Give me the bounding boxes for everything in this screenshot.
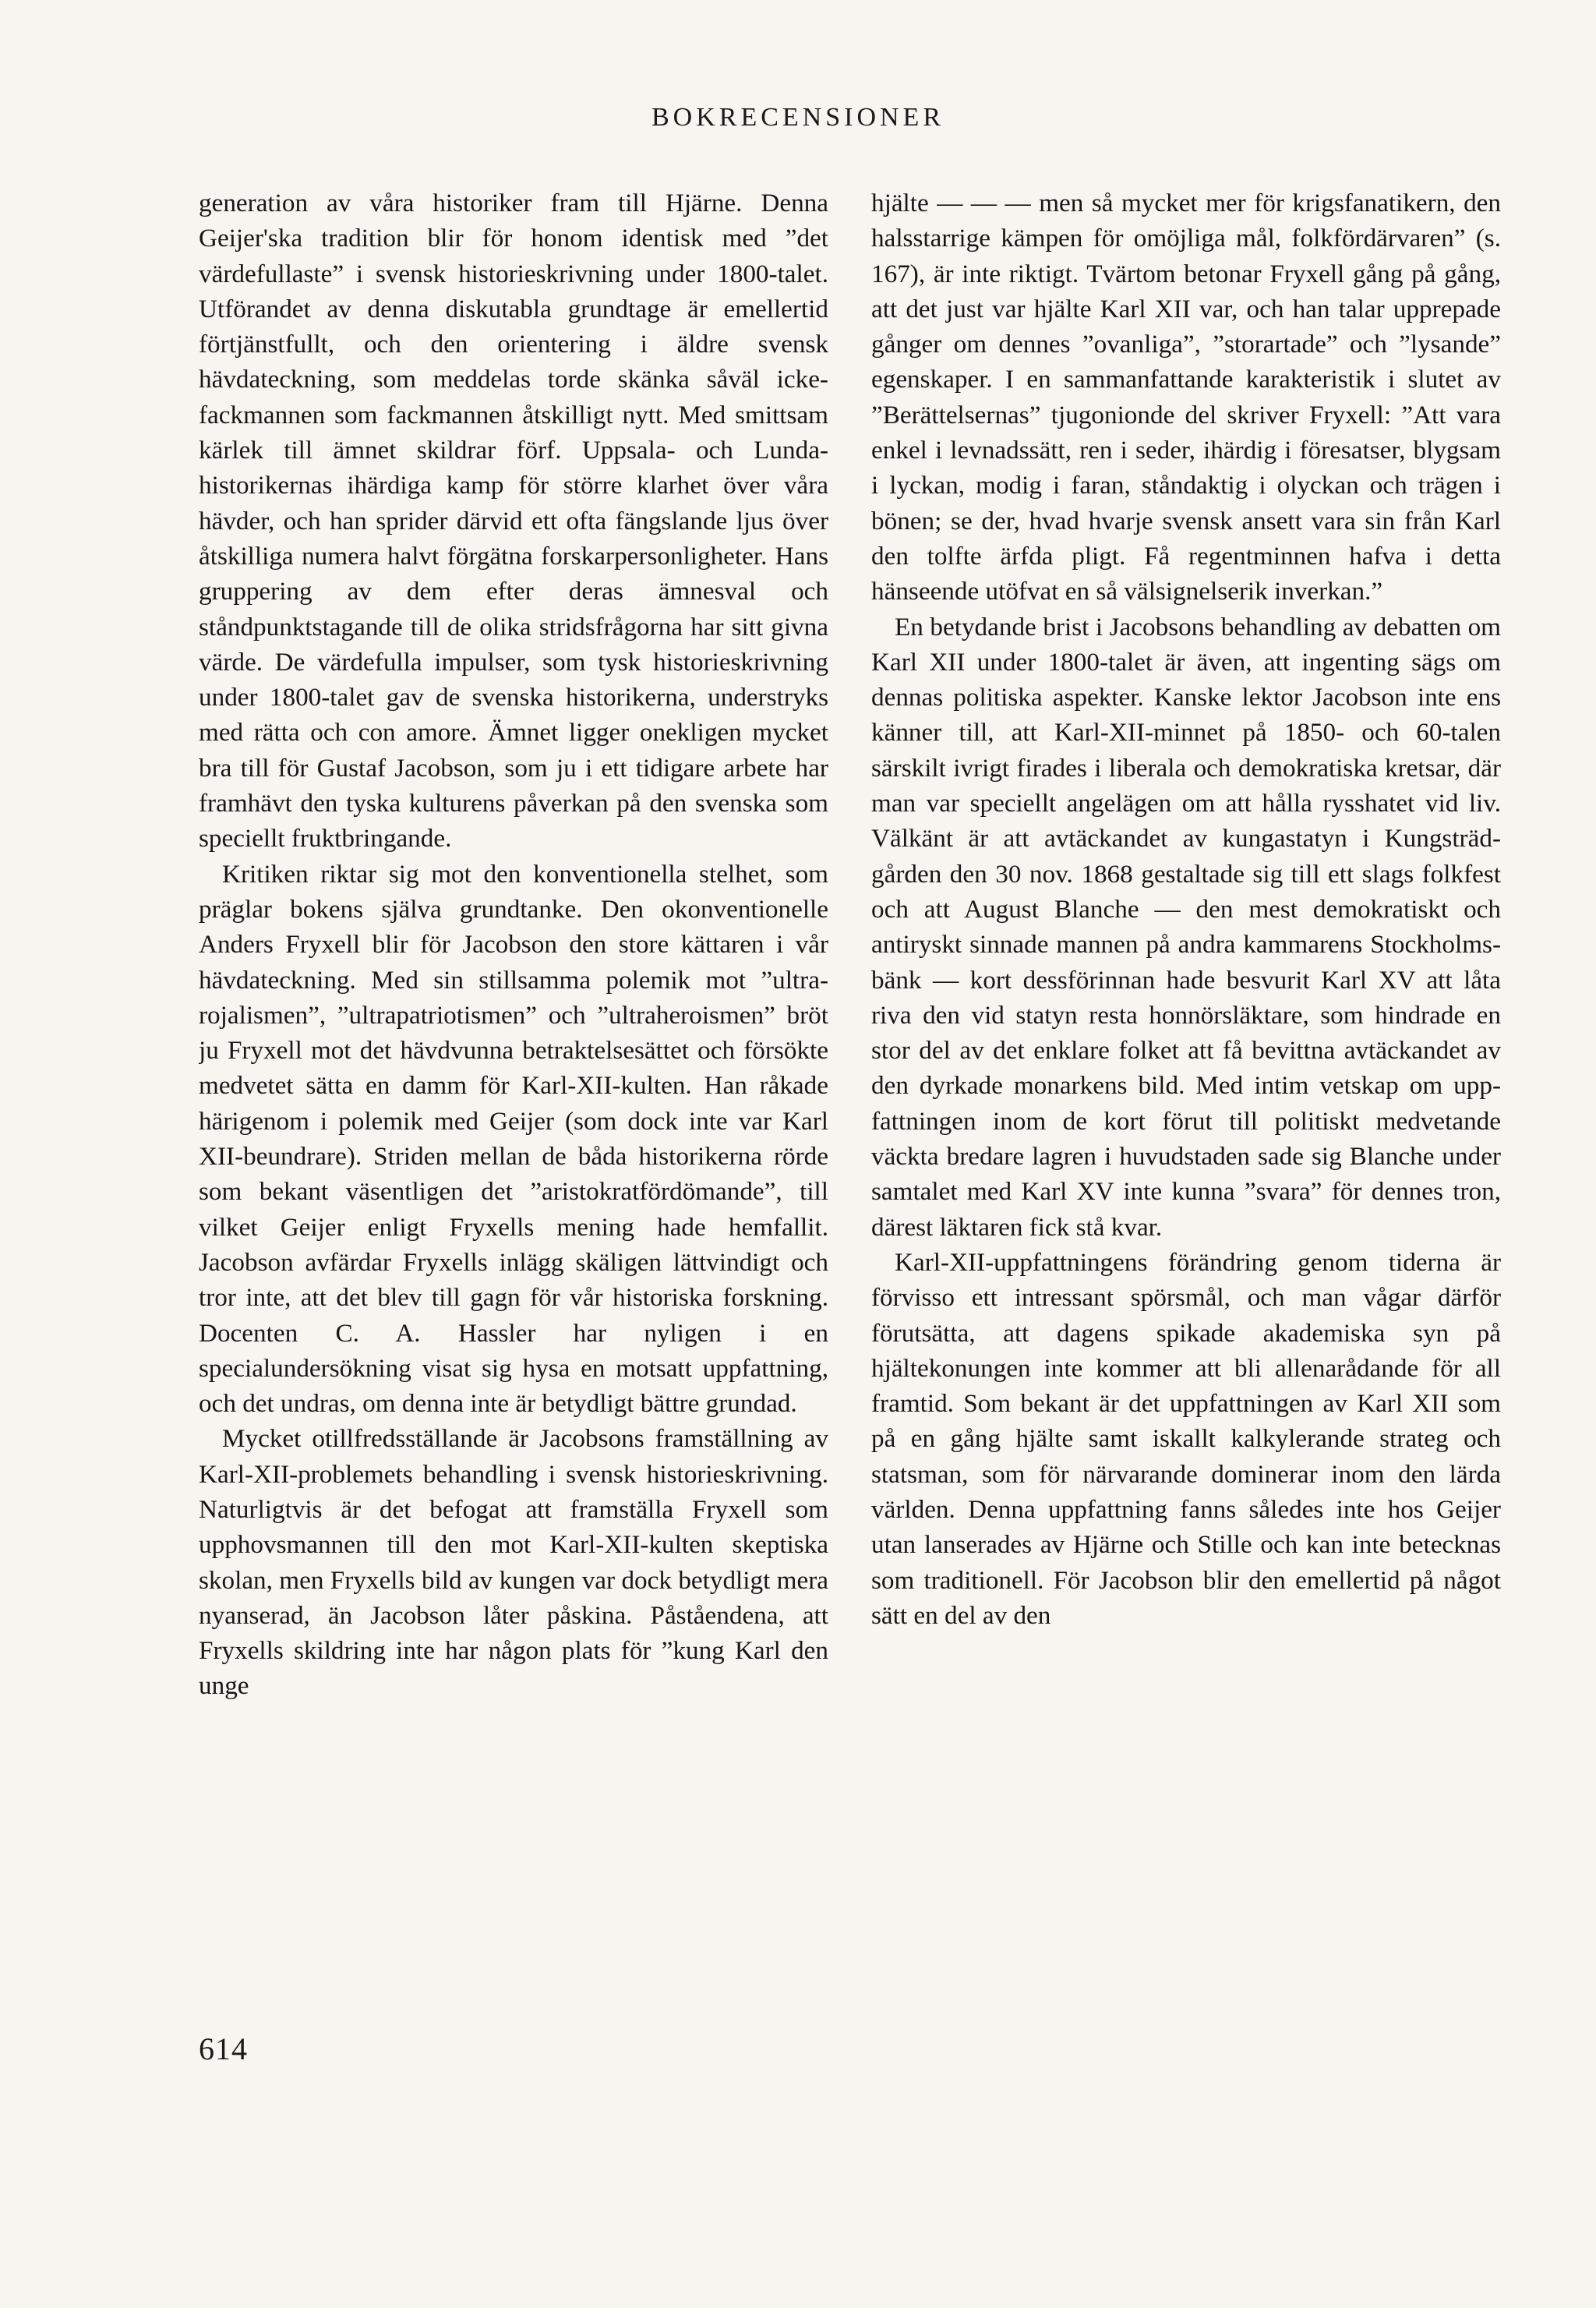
left-text-column xyxy=(199,186,828,2002)
page-number: 614 xyxy=(199,2031,248,2066)
paragraph: En betydande brist i Jacobsons behandling av debatten om Karl XII under 1800-talet är även, att ingenting sägs om dennas politiska aspekter. Kanske lektor Jacobson inte ens känner till, att Karl-XII-minnet på 1850- och 60-talen särskilt ivrigt firades i liberala och demokratiska kretsar, där man var speciellt angelägen om att hålla rysshatet vid liv. Välkänt är att avtäckandet av kungastatyn i Kungsträdgården den 30 nov. 1868 gestaltade sig till ett slags folkfest och att August Blanche — den mest demokratiskt och antiryskt sinnade mannen på andra kammarens Stockholms-bänk — kort dessförinnan hade besvurit Karl XV att låta riva den vid statyn resta honnörsläktare, som hindrade en stor del av det enklare folket att få bevittna avtäckandet av den dyrkade monarkens bild. Med intim vetskap om uppfattningen inom de kort förut till politiskt medvetande väckta bredare lagren i huvudstaden sade sig Blanche under samtalet med Karl XV inte kunna ”svara” för dennes tron, därest läktaren fick stå kvar. xyxy=(871,612,1501,1242)
running-head-title: BOKRECENSIONER xyxy=(651,103,945,132)
right-text-column xyxy=(871,186,1501,2002)
paragraph: Kritiken riktar sig mot den konventionella stelhet, som präglar bokens själva grundtanke. Den okonventionelle Anders Fryxell blir för Jacobson den store kättaren i vår hävdateckning. Med sin stillsamma polemik mot ”ultrarojalismen”, ”ultrapatriotismen” och ”ultraheroismen” bröt ju Fryxell mot det hävdvunna betraktelsesättet och försökte medvetet sätta en damm för Karl-XII-kulten. Han råkade härigenom i polemik med Geijer (som dock inte var Karl XII-beundrare). Striden mellan de båda historikerna rörde som bekant väsentligen det ”aristokratfördömande”, till vilket Geijer enligt Fryxells mening hade hemfallit. Jacobson avfärdar Fryxells inlägg skäligen lättvindigt och tror inte, att det blev till gagn för vår historiska forskning. Docenten C. A. Hassler har nyligen i en specialundersökning visat sig hysa en motsatt uppfattning, och det undras, om denna inte är betydligt bättre grundad. xyxy=(199,859,828,1419)
paragraph: hjälte — — — men så mycket mer för krigsfanatikern, den halsstarrige kämpen för omöjliga mål, folkfördärvaren” (s. 167), är inte riktigt. Tvärtom betonar Fryxell gång på gång, att det just var hjälte Karl XII var, och han talar upprepade gånger om dennes ”ovanliga”, ”storartade” och ”lysande” egenskaper. I en sammanfattande karakteristik i slutet av ”Berättelsernas” tjugonionde del skriver Fryxell: ”Att vara enkel i levnadssätt, ren i seder, ihärdig i föresatser, blygsam i lyckan, modig i faran, ståndaktig i olyckan och trägen i bönen; se der, hvad hvarje svensk ansett vara sin från Karl den tolfte ärfda pligt. Få regentminnen hafva i detta hänseende utöfvat en så välsignelserik inverkan.” xyxy=(871,189,1501,606)
paragraph: Mycket otillfredsställande är Jacobsons framställning av Karl-XII-problemets behandling i svensk historieskrivning. Naturligtvis är det befogat att framställa Fryxell som upphovsmannen till den mot Karl-XII-kulten skeptiska skolan, men Fryxells bild av kungen var dock betydligt mera nyanserad, än Jacobson låter påskina. Påståendena, att Fryxells skildring inte har någon plats för ”kung Karl den unge xyxy=(199,1424,828,1701)
paragraph: generation av våra historiker fram till Hjärne. Denna Geijer'ska tradition blir för honom identisk med ”det värdefullaste” i svensk historieskrivning under 1800-talet. Utförandet av denna diskutabla grundtage är emellertid förtjänstfullt, och den orientering i äldre svensk hävdateckning, som meddelas torde skänka såväl icke-fackmannen som fackmannen åtskilligt nytt. Med smittsam kärlek till ämnet skildrar förf. Uppsala- och Lunda-historikernas ihärdiga kamp för större klarhet över våra hävder, och han sprider därvid ett ofta fängslande ljus över åtskilliga numera halvt förgätna forskarpersonligheter. Hans gruppering av dem efter deras ämnesval och ståndpunktstagande till de olika stridsfrågorna har sitt givna värde. De värdefulla impulser, som tysk historieskrivning under 1800-talet gav de svenska historikerna, understryks med rätta och con amore. Ämnet ligger onekligen mycket bra till för Gustaf Jacobson, som ju i ett tidigare arbete har framhävt den tyska kulturens påverkan på den svenska som speciellt fruktbringande. xyxy=(199,189,828,854)
paragraph: Karl-XII-uppfattningens förändring genom tiderna är förvisso ett intressant spörsmål, och man vågar därför förutsätta, att dagens spikade akademiska syn på hjältekonungen inte kommer att bli allenarådande för all framtid. Som bekant är det uppfattningen av Karl XII som på en gång hjälte samt iskallt kalkylerande strateg och statsman, som för närvarande dominerar inom den lärda världen. Denna uppfattning fanns således inte hos Geijer utan lanserades av Hjärne och Stille och kan inte betecknas som traditionell. För Jacobson blir den emellertid på något sätt en del av den xyxy=(871,1247,1501,1630)
